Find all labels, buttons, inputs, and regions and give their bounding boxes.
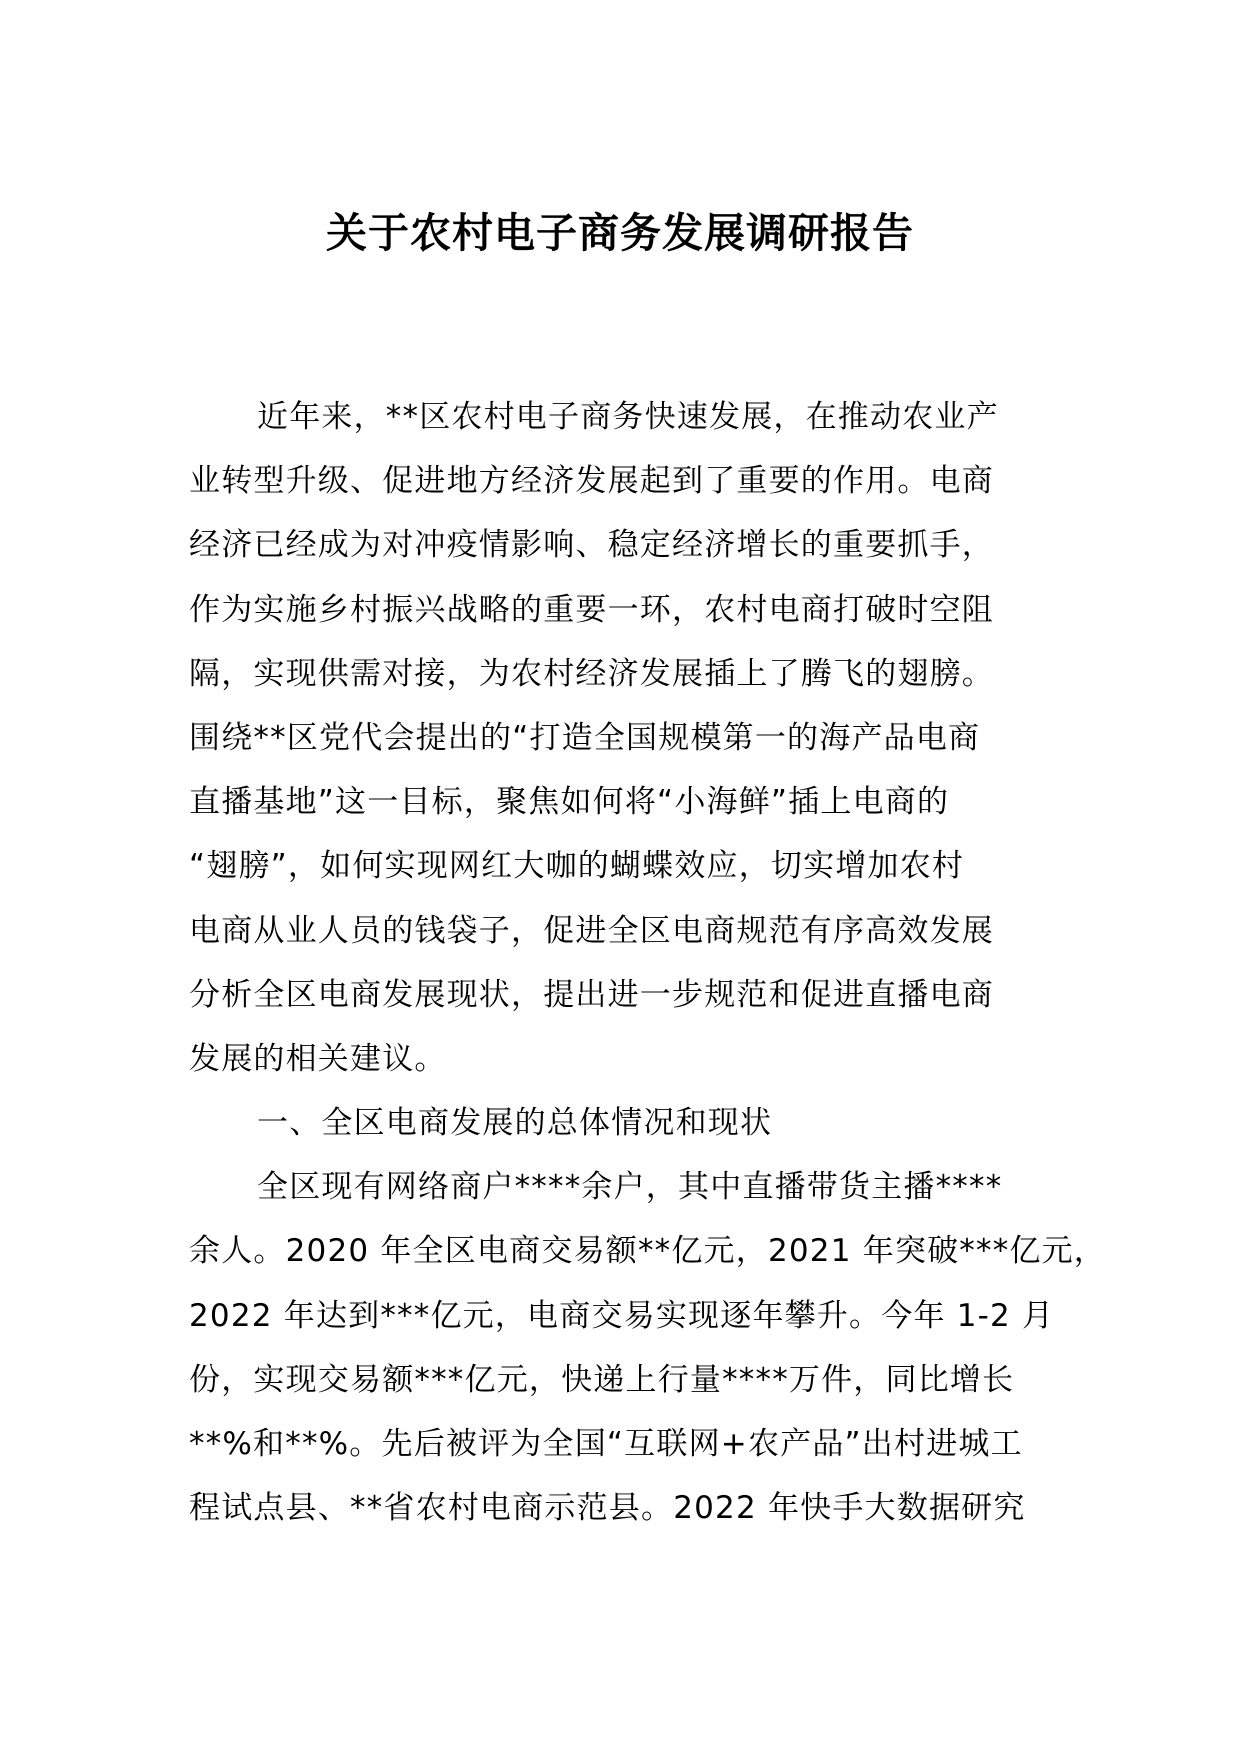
paragraph-line: 全区现有网络商户****余户，其中直播带货主播**** — [257, 1169, 1003, 1206]
paragraph-line: 隔，实现供需对接，为农村经济发展插上了腾飞的翅膀。 — [189, 655, 994, 692]
document-body — [189, 385, 1106, 1540]
paragraph-line: 程试点县、**省农村电商示范县。2022 年快手大数据研究 — [189, 1490, 1026, 1527]
paragraph-line: “翅膀”，如何实现网红大咖的蝴蝶效应，切实增加农村 — [189, 848, 965, 885]
paragraph-line: 业转型升级、促进地方经济发展起到了重要的作用。电商 — [189, 463, 994, 500]
paragraph-line: 2022 年达到***亿元，电商交易实现逐年攀升。今年 1-2 月 — [189, 1297, 1055, 1334]
paragraph-line: 余人。2020 年全区电商交易额**亿元，2021 年突破***亿元， — [189, 1233, 1106, 1270]
paragraph-line: 经济已经成为对冲疫情影响、稳定经济增长的重要抓手， — [189, 527, 994, 564]
paragraph-line: 围绕**区党代会提出的“打造全国规模第一的海产品电商 — [189, 719, 981, 756]
document-title: 关于农村电子商务发展调研报告 — [326, 209, 914, 257]
paragraph-line: 直播基地”这一目标，聚焦如何将“小海鲜”插上电商的 — [189, 784, 950, 821]
paragraph-line: 电商从业人员的钱袋子，促进全区电商规范有序高效发展 — [189, 912, 994, 949]
paragraph-line: 发展的相关建议。 — [189, 1040, 447, 1077]
paragraph-line: 份，实现交易额***亿元，快递上行量****万件，同比增长 — [189, 1361, 1015, 1398]
paragraph-line: 分析全区电商发展现状，提出进一步规范和促进直播电商 — [189, 976, 994, 1013]
paragraph-line: 作为实施乡村振兴战略的重要一环，农村电商打破时空阻 — [189, 591, 994, 628]
paragraph-line: **%和**%。先后被评为全国“互联网+农产品”出村进城工 — [189, 1426, 1023, 1462]
paragraph-line: 近年来，**区农村电子商务快速发展，在推动农业产 — [257, 399, 999, 435]
section-heading: 一、全区电商发展的总体情况和现状 — [257, 1105, 773, 1142]
